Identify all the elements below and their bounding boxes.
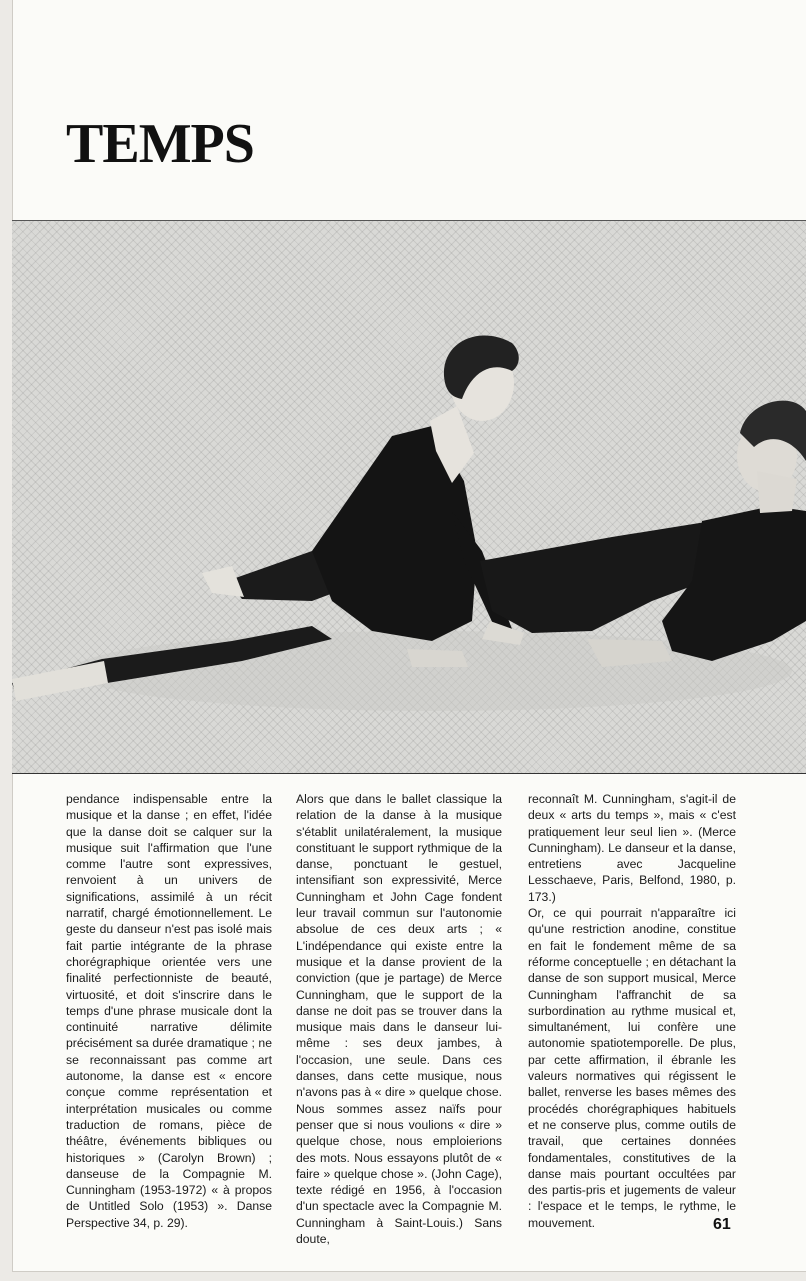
paragraph: Alors que dans le ballet classique la relation de la danse à la musique s'établit unilatéralement, la musique constituant le support rythmique de la danse, ponctuant le gestuel, intensifiant son expressivité, Merce Cunningham et John Cage fondent leur travail commun sur l'autonomie absolue de ces deux arts ; « L'indépendance qui existe entre la musique et la danse provient de la conviction (que je partage) de Merce Cunningham, que le support de la danse ne doit pas se trouver dans la musique mais dans le danseur lui-même : ses deux jambes, à l'occasion, une seule. Dans ces danses, dans cette musique, nous n'avons pas à « dire » quelque chose. Nous sommes assez naïfs pour penser que si nous voulions « dire » quelque chose, nous emploierions des mots. Nous essayons plutôt de « faire » quelque chose ». (John Cage), texte rédigé en 1956, à l'occasion d'un spectacle avec la Compagnie M. Cunningham à Saint-Louis.) Sans doute, bbox=[296, 792, 502, 1247]
dancers-photo bbox=[12, 220, 806, 774]
text-column-1 bbox=[66, 791, 272, 1231]
dancers-photo-icon bbox=[12, 221, 806, 773]
text-column-3 bbox=[528, 791, 736, 1231]
page-title: TEMPS bbox=[66, 113, 254, 175]
page-number: 61 bbox=[713, 1216, 731, 1233]
paragraph: reconnaît M. Cunningham, s'agit-il de deux « arts du temps », mais « c'est pratiquement leur seul lien ». (Merce Cunningham). Le danseur et la danse, entretiens avec Jacqueline Lesschaeve, Paris, Belfond, 1980, p. 173.) bbox=[528, 792, 736, 904]
paragraph: pendance indispensable entre la musique et la danse ; en effet, l'idée que la danse doit se calquer sur la musique suit l'affirmation que l'une comme l'autre sont expressives, renvoient à un univers de significations, assimilé à un récit narratif, chargé émotionnellement. Le geste du danseur n'est pas isolé mais fait partie intégrante de la phrase chorégraphique orientée vers une finalité perfectionniste de beauté, virtuosité, et doit s'inscrire dans le temps d'une phrase musicale dont la continuité narrative délimite précisément sa durée dramatique ; ne se reconnaissant pas comme art autonome, la danse est « encore conçue comme représentation et interprétation musicales ou comme traduction de romans, pièce de théâtre, événements bibliques ou historiques » (Carolyn Brown) ; danseuse de la Compagnie M. Cunningham (1953-1972) « à propos de Untitled Solo (1953) ». Danse Perspective 34, p. 29). bbox=[66, 792, 272, 1230]
paragraph: Or, ce qui pourrait n'apparaître ici qu'une restriction anodine, constitue en fait le fondement même de sa réforme conceptuelle ; en détachant la danse de son support musical, Merce Cunningham l'affranchit de sa surbordination au rythme musical et, simultanément, lui confère une autonomie spatiotemporelle. De plus, par cette affirmation, il ébranle les valeurs normatives qui régissent le ballet, renverse les bases mêmes des procédés chorégraphiques habituels et ne conserve plus, comme outils de travail, que certaines données fondamentales, constitutives de la danse mais pourtant occultées par des partis-pris et jugements de valeur : l'espace et le temps, le rythme, le mouvement. bbox=[528, 906, 736, 1230]
text-column-2 bbox=[296, 791, 502, 1247]
